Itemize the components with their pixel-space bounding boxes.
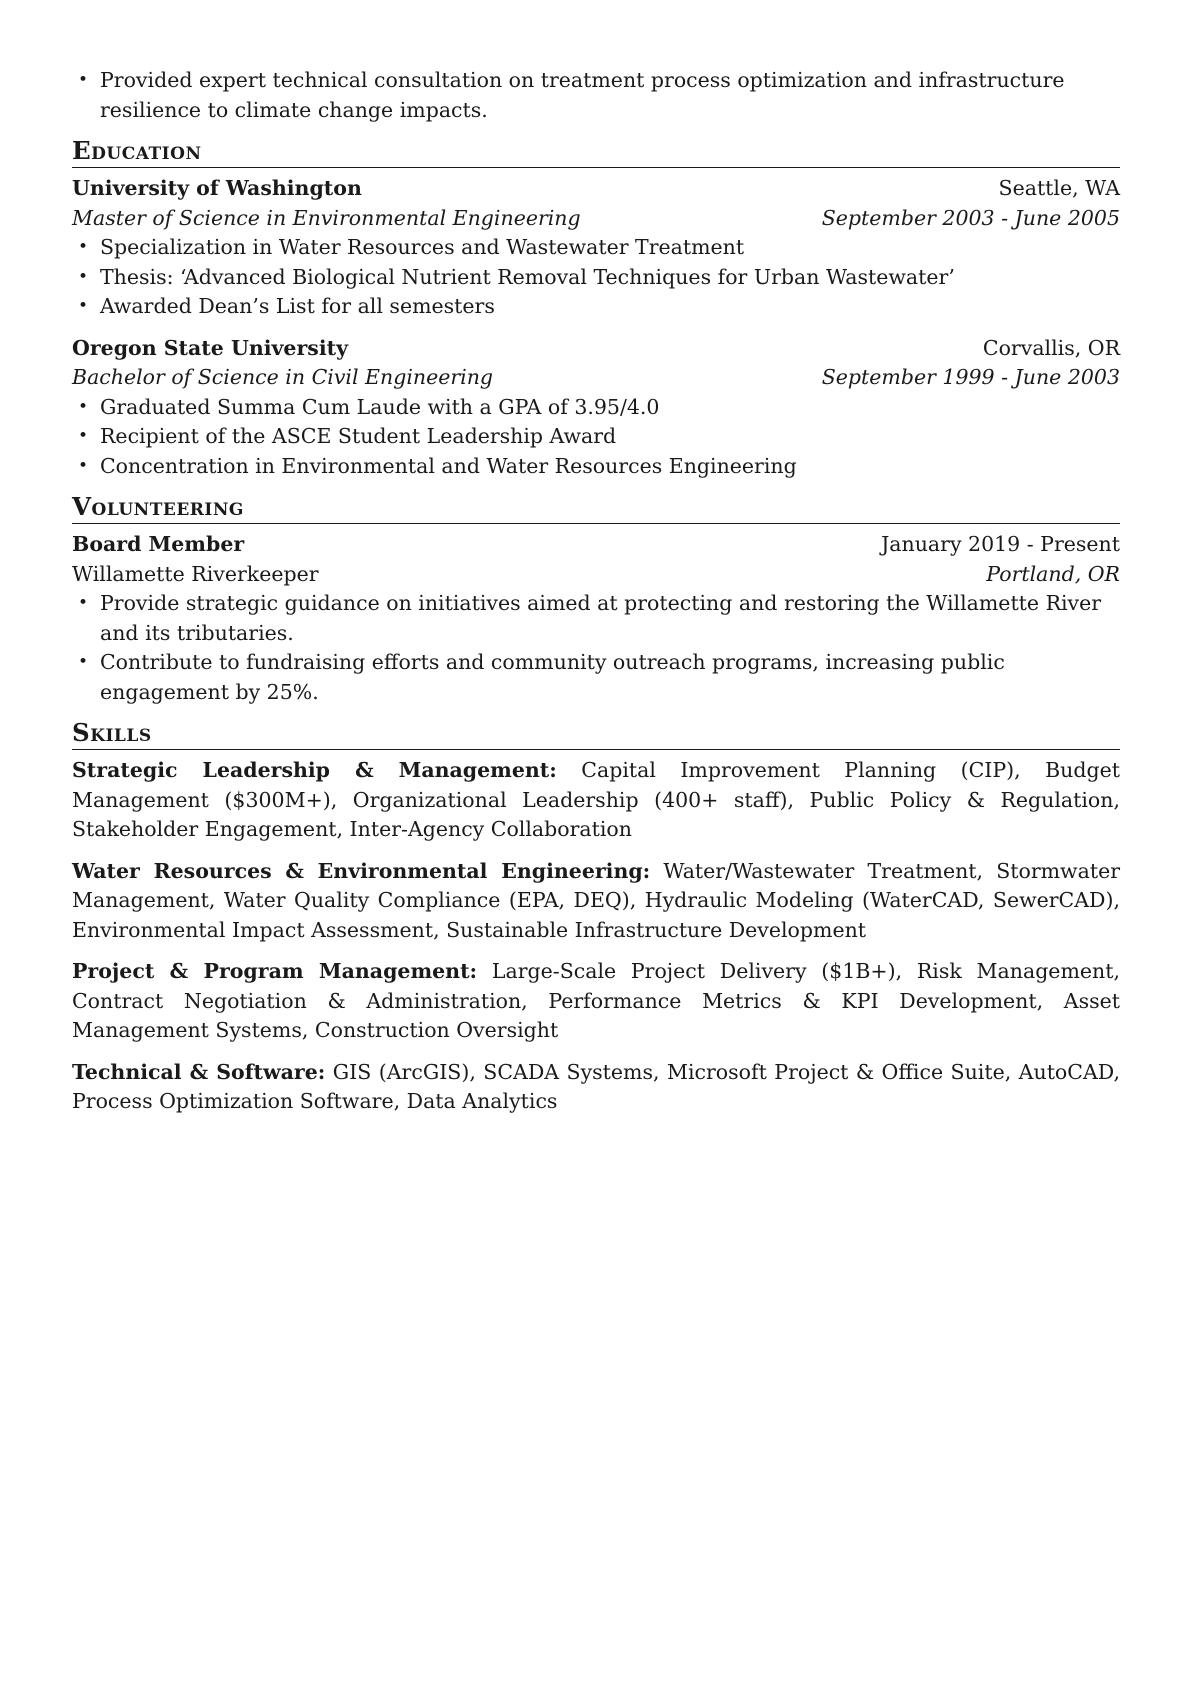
section-heading-volunteering: Volunteering <box>72 492 1120 524</box>
volunteering-section <box>72 492 1120 707</box>
bullet-item: • Recipient of the ASCE Student Leadership Award <box>72 422 1120 452</box>
section-heading-education: Education <box>72 136 1120 168</box>
skill-group-label: Technical & Software: <box>72 1059 326 1084</box>
bullet-item: • Thesis: ‘Advanced Biological Nutrient Removal Techniques for Urban Wastewater’ <box>72 263 1120 293</box>
bullet-item: • Graduated Summa Cum Laude with a GPA of 3.95/4.0 <box>72 393 1120 423</box>
bullet-item: • Awarded Dean’s List for all semesters <box>72 292 1120 322</box>
bullet-item: • Provided expert technical consultation on treatment process optimization and infrastructure resilience to climate change impacts. <box>72 66 1120 125</box>
skill-group-label: Water Resources & Environmental Engineering: <box>72 858 651 883</box>
institution-location: Corvallis, OR <box>982 335 1120 360</box>
volunteering-bullet-list <box>72 589 1120 707</box>
institution-name: University of Washington <box>72 176 362 200</box>
skill-group <box>72 1058 1120 1117</box>
volunteering-entry <box>72 530 1120 707</box>
education-bullet-list <box>72 233 1120 322</box>
skill-group-label: Project & Program Management: <box>72 959 478 983</box>
education-bullet-list <box>72 393 1120 482</box>
bullet-item: • Provide strategic guidance on initiatives aimed at protecting and restoring the Willamette River and its tributaries. <box>72 589 1120 648</box>
skill-group-text: Large-Scale Project Delivery ($1B+), Risk Management, Contract Negotiation & Administration, Performance Metrics & KPI Development, Asset Management Systems, Construction Oversight <box>72 959 1120 1042</box>
education-entry <box>72 174 1120 322</box>
institution-name: Oregon State University <box>72 335 348 360</box>
volunteer-location: Portland, OR <box>986 561 1120 586</box>
bullet-item: • Concentration in Environmental and Water Resources Engineering <box>72 452 1120 482</box>
degree-dates: September 1999 - June 2003 <box>821 365 1120 389</box>
education-section <box>72 136 1120 481</box>
volunteer-organization: Willamette Riverkeeper <box>72 561 319 586</box>
volunteer-role: Board Member <box>72 532 245 556</box>
skill-group-text: Water/Wastewater Treatment, Stormwater Management, Water Quality Compliance (EPA, DEQ), Hydraulic Modeling (WaterCAD, SewerCAD), Environmental Impact Assessment, Sustainable Infrastructure Development <box>72 858 1120 942</box>
skill-group-label: Strategic Leadership & Management: <box>72 758 557 782</box>
institution-location: Seattle, WA <box>998 176 1120 200</box>
degree-dates: September 2003 - June 2005 <box>821 205 1120 230</box>
skills-section <box>72 718 1120 1117</box>
volunteer-dates: January 2019 - Present <box>881 532 1120 556</box>
degree-title: Bachelor of Science in Civil Engineering <box>72 365 494 389</box>
skill-group-text: Capital Improvement Planning (CIP), Budget Management ($300M+), Organizational Leadership (400+ staff), Public Policy & Regulation, Stakeholder Engagement, Inter-Agency Collaboration <box>72 758 1120 841</box>
bullet-item: • Contribute to fundraising efforts and community outreach programs, increasing public engagement by 25%. <box>72 648 1120 707</box>
bullet-item: • Specialization in Water Resources and Wastewater Treatment <box>72 233 1120 263</box>
skill-group <box>72 857 1120 946</box>
section-heading-skills: Skills <box>72 718 1120 750</box>
skill-group <box>72 756 1120 845</box>
resume-page <box>72 66 1120 1129</box>
degree-title: Master of Science in Environmental Engineering <box>72 205 581 230</box>
skill-group <box>72 957 1120 1046</box>
education-entry <box>72 334 1120 482</box>
skill-group-text: GIS (ArcGIS), SCADA Systems, Microsoft Project & Office Suite, AutoCAD, Process Optimization Software, Data Analytics <box>72 1059 1120 1113</box>
carryover-bullet-list <box>72 66 1120 125</box>
